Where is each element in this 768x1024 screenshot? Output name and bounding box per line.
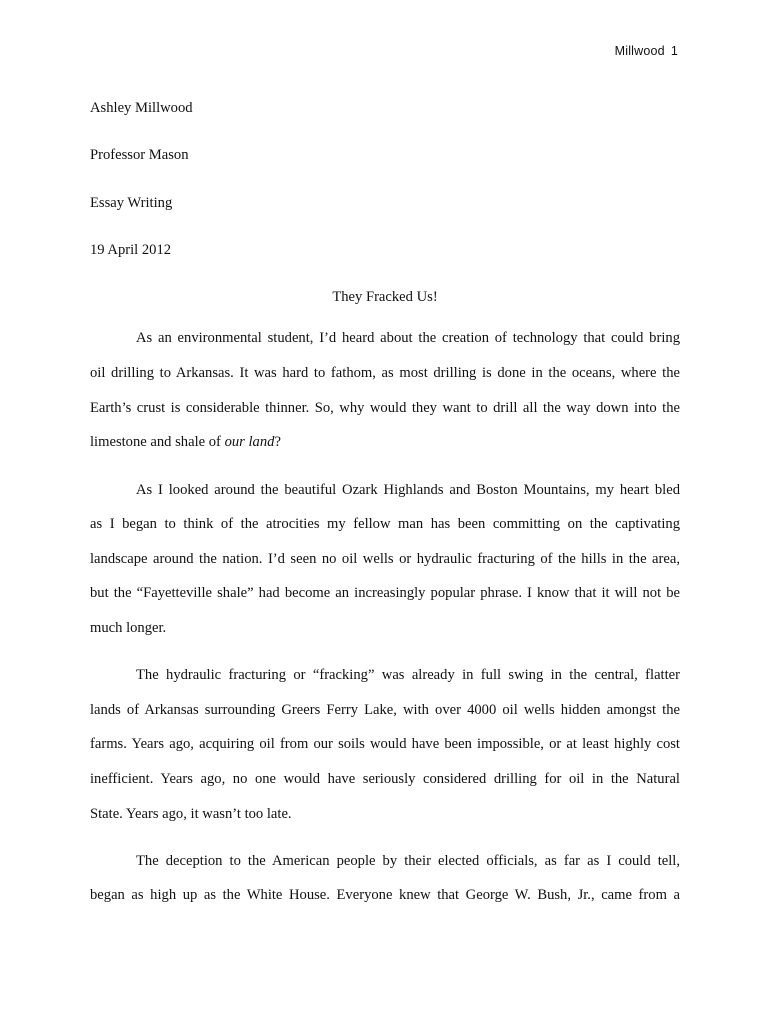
author-name: Ashley Millwood <box>90 100 193 116</box>
paragraph-2 <box>90 473 680 646</box>
paragraph-line: lands of Arkansas surrounding Greers Ferry Lake, with over 4000 oil wells hidden amongst the <box>90 701 680 718</box>
paragraph-line: began as high up as the White House. Everyone knew that George W. Bush, Jr., came from a <box>90 887 680 904</box>
paragraph-line: inefficient. Years ago, no one would have seriously considered drilling for oil in the Natural <box>90 770 680 787</box>
emphasis-text: our land <box>224 434 275 451</box>
essay-body <box>90 85 680 913</box>
paragraph-line <box>90 425 680 460</box>
paragraph-line: oil drilling to Arkansas. It was hard to fathom, as most drilling is done in the oceans, where the <box>90 365 680 382</box>
paragraph-line: as I began to think of the atrocities my fellow man has been committing on the captivating <box>90 516 680 533</box>
paragraph-line: farms. Years ago, acquiring oil from our soils would have been impossible, or at least highly cost <box>90 736 680 753</box>
running-header <box>615 44 678 58</box>
essay-date: 19 April 2012 <box>90 241 172 258</box>
paragraph-line: State. Years ago, it wasn’t too late. <box>90 805 292 822</box>
paragraph-line: As I looked around the beautiful Ozark Highlands and Boston Mountains, my heart bled <box>136 481 680 498</box>
paragraph-line-tail: ? <box>274 434 281 451</box>
paragraph-1 <box>90 321 680 459</box>
paragraph-line: but the “Fayetteville shale” had become an increasingly popular phrase. I know that it will not be <box>90 585 680 602</box>
paragraph-line: The hydraulic fracturing or “fracking” was already in full swing in the central, flatter <box>136 667 680 684</box>
paragraph-3 <box>90 658 680 831</box>
paragraph-line: much longer. <box>90 619 167 636</box>
paragraph-line: The deception to the American people by their elected officials, as far as I could tell, <box>136 852 680 869</box>
paragraph-line: landscape around the nation. I’d seen no oil wells or hydraulic fracturing of the hills in the area, <box>90 550 680 567</box>
paragraph-4 <box>90 844 680 913</box>
header-surname: Millwood <box>614 44 665 58</box>
essay-title: They Fracked Us! <box>332 289 438 306</box>
instructor-name: Professor Mason <box>90 147 189 164</box>
course-name: Essay Writing <box>90 194 173 211</box>
header-page-number: 1 <box>670 44 678 58</box>
paragraph-line-text: limestone and shale of <box>90 434 225 451</box>
paragraph-line: Earth’s crust is considerable thinner. So, why would they want to drill all the way down into the <box>90 399 680 416</box>
paragraph-line: As an environmental student, I’d heard about the creation of technology that could bring <box>136 330 680 347</box>
